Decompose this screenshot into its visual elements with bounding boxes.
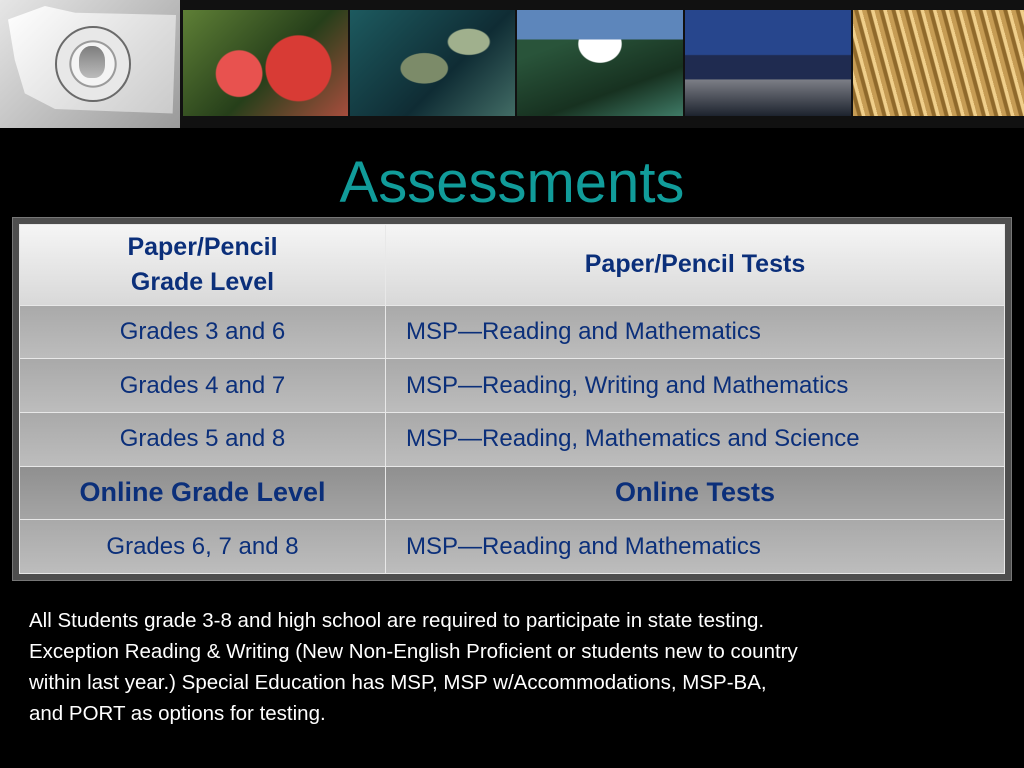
grade-cell: Grades 5 and 8 [20, 412, 386, 466]
note-line: All Students grade 3-8 and high school are required to participate in state testing. [29, 609, 765, 632]
wheat-photo [853, 10, 1024, 116]
grade-cell: Grades 4 and 7 [20, 359, 386, 413]
mountain-photo [517, 10, 683, 116]
washington-portrait-icon [79, 46, 105, 78]
test-cell: MSP—Reading and Mathematics [386, 520, 1005, 574]
note-line: and PORT as options for testing. [29, 702, 326, 725]
test-cell: MSP—Reading, Mathematics and Science [386, 412, 1005, 466]
page-title: Assessments [339, 150, 685, 215]
table-row [20, 359, 1005, 413]
salmon-photo [350, 10, 515, 116]
test-cell: MSP—Reading and Mathematics [386, 305, 1005, 359]
table-row [20, 305, 1005, 359]
online-tests-header: Online Tests [386, 466, 1005, 520]
paper-header-row [20, 225, 1005, 306]
note-line: within last year.) Special Education has MSP, MSP w/Accommodations, MSP-BA, [29, 671, 767, 694]
assessments-table [19, 224, 1005, 574]
paper-grade-header [20, 225, 386, 306]
testing-note [29, 605, 1001, 729]
note-line: Exception Reading & Writing (New Non-English Proficient or students new to country [29, 640, 798, 663]
test-cell: MSP—Reading, Writing and Mathematics [386, 359, 1005, 413]
paper-tests-header: Paper/Pencil Tests [386, 225, 1005, 306]
table-row [20, 412, 1005, 466]
paper-grade-header-line1: Paper/Pencil [127, 232, 278, 261]
paper-grade-header-line2: Grade Level [130, 267, 275, 296]
header-banner [0, 0, 1024, 128]
washington-state-seal-panel [0, 0, 180, 128]
online-header-row [20, 466, 1005, 520]
grade-cell: Grades 3 and 6 [20, 305, 386, 359]
state-seal-logo [55, 26, 131, 102]
assessments-table-frame [13, 218, 1011, 580]
online-grade-header: Online Grade Level [20, 466, 386, 520]
apples-photo [183, 10, 348, 116]
grade-cell: Grades 6, 7 and 8 [20, 520, 386, 574]
table-row [20, 520, 1005, 574]
city-skyline-photo [685, 10, 851, 116]
